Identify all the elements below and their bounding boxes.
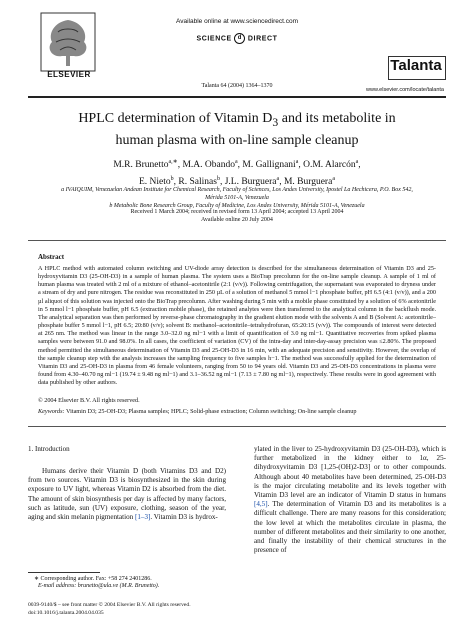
author-nieto: E. Nieto (139, 177, 171, 188)
title-part-1: HPLC determination of Vitamin D (78, 111, 273, 126)
sciencedirect-right: DIRECT (247, 35, 278, 43)
sciencedirect-left: SCIENCE (196, 35, 232, 43)
keywords-line (38, 408, 436, 415)
title-subscript: 3 (272, 115, 279, 129)
footnote-rule (28, 572, 100, 573)
article-dates (40, 208, 434, 224)
intro-right-column (254, 445, 446, 555)
intro-left-text: Humans derive their Vitamin D (both Vitamins D3 and D2) from two sources. Vitamin D3 is biosynthesized in the skin during exposure to UV light, whereas Vitamin D2 is absorbed from the diet. The amount of skin biosynthesis per day is affected by many factors, such as latitude, sun (UV) exposure, clothing, season of the year, aging and skin melanin pigmentation (28, 467, 226, 522)
header-divider (28, 96, 446, 98)
intro-left-end: . Vitamin D3 is hydrox- (150, 513, 218, 522)
author-alarcon: , O.M. Alarcón (298, 160, 356, 171)
sciencedirect-d-icon: d (234, 33, 245, 44)
doi-line[interactable]: doi:10.1016/j.talanta.2004.04.035 (28, 610, 104, 616)
journal-name: Talanta (390, 57, 442, 74)
keywords-list: Vitamin D3; 25-OH-D3; Plasma samples; HPLC; Solid-phase extraction; Column switching; On-line sample cleanup (66, 408, 357, 415)
affiliations (56, 186, 418, 210)
abstract-bottom-rule (28, 426, 446, 427)
intro-right-text-a: ylated in the liver to 25-hydroxyvitamin D3 (25-OH-D3), which is further metabolized in the kidney either to 1α, 25-dihydroxyvitamin D3 [1,25-(OH)2-D3] or to other compounds. Although about 40 metabolites have been determined, 25-OH-D3 is the major circulating metabolite and its levels together with Vitamin D3 level are an indicator of Vitamin D status in humans (254, 445, 446, 500)
author-brunetto[interactable]: M.R. Brunetto (113, 160, 169, 171)
author-obando: , M.A. Obando (177, 160, 235, 171)
copyright-line: © 2004 Elsevier B.V. All rights reserved. (38, 397, 140, 404)
author-sup[interactable]: a (355, 159, 359, 165)
available-online-line[interactable]: Available online at www.sciencedirect.com (176, 18, 298, 25)
intro-right-text-b: . The determination of Vitamin D3 and its metabolites is a difficult challenge. There are many reasons for this consideration; the low level at which the metabolites circulate in plasma, the number of different metabolites and their similarity to one another, and finally the instability of their chemical structures in the presence of (254, 500, 446, 555)
abstract-body: A HPLC method with automated column switching and UV-diode array detection is described for the simultaneous determination of Vitamin D3 and 25-hydroxyvitamin D3 (25-OH-D3) in a sample of human plasma. The system uses a BioTrap precolumn for the on-line sample cleanup. A sample of 1 ml of human plasma was treated with 2 ml of a mixture of ethanol–acetonitrile (2:1 (v/v)). Following centrifugation, the supernatant was evaporated to dryness under a stream of dry and pure nitrogen. The residue was reconstituted in 250 µL of a solution of methanol 5 mmol l−1 phosphate buffer, pH 6.5 (4:1 (v/v)), and a 200 µl aliquot of this solution was injected onto the BioTrap precolumn. After washing during 5 min with a mobile phase constituted by a solution of 6% acetonitrile in 5 mmol l−1 phosphate buffer, pH 6.5 (extraction mobile phase), the retained analytes were then transferred to the analytical column in the backflush mode. The analytical separation was then performed by reverse-phase chromatography in the gradient elution mode with the solvents A and B (Solvent A: acetonitrile–phosphate buffer 5 mmol l−1, pH 6.5; 20:80 (v/v); solvent B: methanol–acetonitrile–tetrahydrofuran, 65:20:15 (v/v)). The compounds of interest were detected at 265 nm. The method was linear in the range 3.0–32.0 ng ml−1 with a limit of quantification of 3.0 ng ml−1. Quantitative recoveries from spiked plasma samples were between 91.0 and 98.0%. In all cases, the coefficient of variation (CV) of the intra-day and inter-day-assay precision was ≤2.80%. The proposed method permitted the simultaneous determination of Vitamin D3 and 25-OH-D3 in 16 min, with an adequate precision and sensitivity. However, the overlap of the sample cleanup step with the analysis increases the sampling frequency to five samples h−1. The method was successfully applied for the determination of Vitamin D3 and 25-OH-D3 in plasma from 46 female volunteers, ranging from 50 to 94 years old. Vitamin D3 and 25-OH-D3 concentrations in plasma were found from 4.30–40.70 ng ml−1 (19.74 ± 9.48 ng ml−1) and 3.1–36.52 ng ml−1 (7.13 ± 7.80 ng ml−1), respectively. These results were in good agreement with data published by other authors. (38, 265, 436, 387)
citation-link[interactable]: [1–3] (135, 513, 151, 522)
article-title (40, 110, 434, 150)
author-sup[interactable]: a (332, 176, 335, 183)
author-sup[interactable]: b (216, 176, 220, 183)
sciencedirect-logo (0, 33, 474, 44)
affiliation-b: b Metabolic Bone Research Group, Faculty of Medicine, Los Andes University, Mérida 5101-A, Venezuela (109, 203, 365, 209)
intro-left-column (28, 467, 226, 522)
section-heading-introduction: 1. Introduction (28, 445, 70, 453)
email-note[interactable]: E-mail address: brunetto@ula.ve (M.R. Brunetto). (38, 583, 160, 589)
author-m-burguera: , M. Burguera (279, 177, 333, 188)
citation-link[interactable]: [4,5] (254, 500, 268, 509)
received-dates: Received 1 March 2004; received in revised form 13 April 2004; accepted 13 April 2004 (130, 209, 344, 215)
author-sup[interactable]: a (276, 176, 280, 183)
author-sup[interactable]: a,∗ (168, 159, 178, 165)
author-sup[interactable]: a (295, 159, 299, 165)
author-sup[interactable]: b (170, 176, 174, 183)
title-line-2: human plasma with on-line sample cleanup (115, 132, 359, 148)
author-sup[interactable]: a (234, 159, 238, 165)
available-date: Available online 20 July 2004 (201, 217, 273, 223)
publisher-name: ELSEVIER (47, 70, 91, 79)
corresponding-author-note: ∗ Corresponding author. Fax: +58 274 2401286. (34, 576, 152, 582)
abstract-heading: Abstract (38, 253, 65, 261)
keywords-label: Keywords: (38, 408, 65, 415)
abstract-top-rule (28, 240, 446, 241)
issn-line: 0039-9140/$ – see front matter © 2004 Elsevier B.V. All rights reserved. (28, 602, 191, 608)
author-list: M.R. Brunetto$^{a,∗}$, M.A. Obando$^a$, M. Gallignani$^a$, O.M. Alarcón$^a$, E. Nieto$^b$, R. Salinas$^b$, J.L. Burguera$^a$, M. Burguera$^a$ (113, 159, 361, 188)
title-part-2: and its metabolite in (278, 111, 396, 126)
journal-url[interactable]: www.elsevier.com/locate/talanta (366, 87, 444, 93)
author-j-burguera: , J.L. Burguera (219, 177, 277, 188)
affiliation-a: a IVAIQUIM, Venezuelan Andean Institute for Chemical Research, Faculty of Sciences, Los Andes University, Ipostel La Hechicera, P.O. Box 542, Mérida 5101-A, Venezuela (61, 187, 413, 201)
author-gallignani: , M. Gallignani (237, 160, 296, 171)
author-salinas: , R. Salinas (173, 177, 217, 188)
journal-citation: Talanta 64 (2004) 1364–1370 (201, 83, 273, 89)
